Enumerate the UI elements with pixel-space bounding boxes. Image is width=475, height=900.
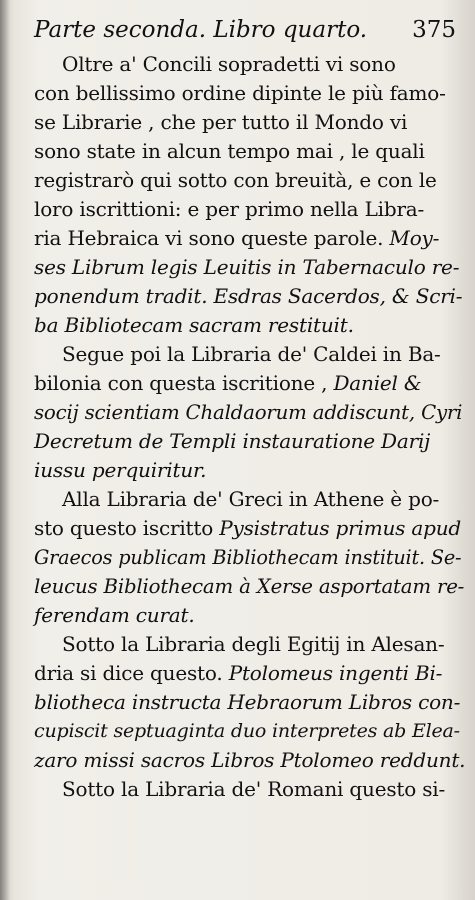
paragraph [34,775,464,804]
italic-text: zaro missi sacros Libros Ptolomeo reddunt. [34,748,466,772]
text-line [34,369,464,398]
italic-text: bliotheca instructa Hebraorum Libros con- [34,690,461,714]
italic-text: ses Librum legis Leuitis in Tabernaculo re- [34,255,460,279]
italic-text: Moy- [389,226,440,250]
text-line [34,427,464,456]
italic-text: leucus Bibliothecam à Xerse asportatam re- [34,575,465,598]
italic-text: cupiscit septuaginta duo interpretes ab Elea- [34,720,460,742]
text-line [34,224,464,253]
italic-text: Decretum de Templi instauratione Darij [34,429,431,453]
text-line [34,717,464,746]
roman-text: loro iscrittioni: e per primo nella Libra- [34,197,425,221]
roman-text: ria Hebraica vi sono queste parole. [34,226,390,250]
text-line [34,514,464,543]
italic-text: iussu perquiritur. [34,458,207,482]
text-line [34,79,464,108]
roman-text: sto questo iscritto [34,516,220,540]
roman-text: Sotto la Libraria de' Romani questo si- [62,777,446,801]
roman-text: Sotto la Libraria degli Egitij in Alesan- [62,632,445,656]
text-line [34,688,464,717]
italic-text: Graecos publicam Bibliothecam instituit. Se- [34,546,462,569]
roman-text: Alla Libraria de' Greci in Athene è po- [62,487,440,511]
text-line [34,630,464,659]
italic-text: Pysistratus primus apud [219,516,461,540]
italic-text: Daniel & [333,371,422,395]
running-head [34,16,464,44]
text-line [34,601,464,630]
text-line [34,572,464,601]
roman-text: Oltre a' Concili sopradetti vi sono [62,52,396,76]
text-line [34,746,464,775]
italic-text: ponendum tradit. Esdras Sacerdos, & Scri- [34,284,463,308]
page-number: 375 [412,17,456,43]
text-line [34,253,464,282]
text-line [34,108,464,137]
italic-text: ferendam curat. [34,603,195,627]
text-line [34,282,464,311]
italic-text: ba Bibliotecam sacram restituit. [34,313,354,337]
roman-text: sono state in alcun tempo mai , le quali [34,139,425,163]
italic-text: Ptolomeus ingenti Bi- [228,661,443,685]
paragraph [34,340,464,485]
roman-text: bilonia con questa iscritione , [34,371,334,395]
roman-text: registrarò qui sotto con breuità, e con le [34,168,437,192]
roman-text: se Librarie , che per tutto il Mondo vi [34,110,408,134]
running-head-title: Parte seconda. Libro quarto. [34,17,368,43]
paragraph [34,630,464,775]
body-text [34,50,464,804]
text-line [34,311,464,340]
text-line [34,456,464,485]
text-line [34,659,464,688]
text-line [34,485,464,514]
text-line [34,137,464,166]
text-line [34,543,464,572]
paragraph [34,485,464,630]
italic-text: socij scientiam Chaldaorum addiscunt, Cyri [34,401,463,424]
roman-text: dria si dice questo. [34,661,229,685]
roman-text: con bellissimo ordine dipinte le più famo- [34,81,446,105]
roman-text: Segue poi la Libraria de' Caldei in Ba- [62,342,441,366]
page-content [34,16,464,804]
text-line [34,195,464,224]
text-line [34,50,464,79]
spine-shadow [0,0,10,900]
text-line [34,340,464,369]
text-line [34,775,464,804]
text-line [34,398,464,427]
text-line [34,166,464,195]
paragraph [34,50,464,340]
